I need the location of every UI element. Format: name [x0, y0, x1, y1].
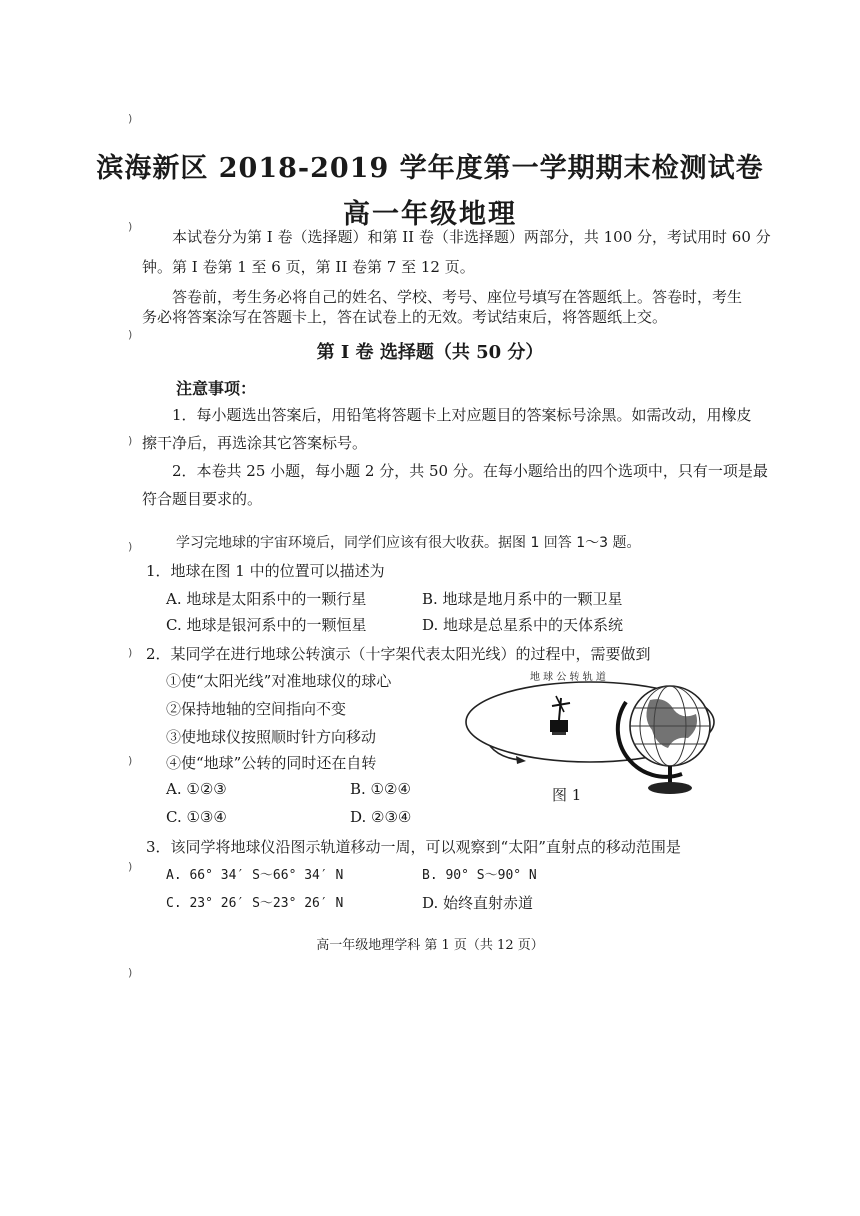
note-line: 1．每小题选出答案后，用铅笔将答题卡上对应题目的答案标号涂黑。如需改动，用橡皮 — [172, 406, 752, 424]
intro-line: 本试卷分为第 I 卷（选择题）和第 II 卷（非选择题）两部分，共 100 分，考试用时 60 分 — [172, 228, 771, 246]
binding-mark: ) — [128, 860, 133, 873]
q3-option-b: B. 90° S～90° N — [422, 868, 537, 883]
figure-1 — [460, 666, 830, 816]
q1-option-c: C. 地球是银河系中的一颗恒星 — [166, 616, 367, 634]
figure-caption: 图 1 — [552, 786, 582, 804]
note-line: 擦干净后，再选涂其它答案标号。 — [142, 434, 368, 452]
binding-mark: ) — [128, 220, 133, 233]
q1-option-b: B. 地球是地月系中的一颗卫星 — [422, 590, 623, 608]
q2-item: ①使“太阳光线”对准地球仪的球心 — [166, 672, 392, 690]
stem-intro: 学习完地球的宇宙环境后，同学们应该有很大收获。据图 1 回答 1～3 题。 — [176, 535, 641, 551]
note-line: 符合题目要求的。 — [142, 490, 263, 508]
q2-item: ②保持地轴的空间指向不变 — [166, 700, 347, 718]
binding-mark: ) — [128, 754, 133, 767]
globe-icon — [618, 686, 710, 794]
intro-line: 务必将答案涂写在答题卡上，答在试卷上的无效。考试结束后，将答题纸上交。 — [142, 308, 668, 326]
q3-option-a: A. 66° 34′ S～66° 34′ N — [166, 868, 344, 883]
q2-option-a: A. ①②③ — [166, 780, 227, 798]
notes-heading: 注意事项： — [176, 379, 257, 398]
orbit-diagram — [460, 666, 830, 816]
binding-mark: ) — [128, 966, 133, 979]
page-footer: 高一年级地理学科 第 1 页（共 12 页） — [316, 938, 544, 953]
sun-ray-cross-icon — [550, 696, 570, 735]
q2-option-d: D. ②③④ — [350, 808, 412, 826]
q2-option-b: B. ①②④ — [350, 780, 411, 798]
question-3-stem: 3．该同学将地球仪沿图示轨道移动一周，可以观察到“太阳”直射点的移动范围是 — [146, 838, 681, 856]
q3-option-c: C. 23° 26′ S～23° 26′ N — [166, 896, 344, 911]
exam-subtitle: 高一年级地理 — [343, 199, 517, 230]
q1-option-d: D. 地球是总星系中的天体系统 — [422, 616, 624, 634]
q1-option-a: A. 地球是太阳系中的一颗行星 — [166, 590, 367, 608]
intro-line: 钟。第 I 卷第 1 至 6 页，第 II 卷第 7 至 12 页。 — [142, 258, 475, 276]
question-1-stem: 1．地球在图 1 中的位置可以描述为 — [146, 562, 385, 580]
orbit-label: 地 球 公 转 轨 道 — [530, 672, 606, 683]
section-title: 第 I 卷 选择题（共 50 分） — [316, 342, 544, 363]
binding-mark: ) — [128, 112, 133, 125]
q2-option-c: C. ①③④ — [166, 808, 227, 826]
binding-mark: ) — [128, 328, 133, 341]
exam-title: 滨海新区 2018-2019 学年度第一学期期末检测试卷 — [96, 153, 764, 184]
binding-mark: ) — [128, 434, 133, 447]
question-2-stem: 2．某同学在进行地球公转演示（十字架代表太阳光线）的过程中，需要做到 — [146, 645, 651, 663]
binding-mark: ) — [128, 540, 133, 553]
intro-line: 答卷前，考生务必将自己的姓名、学校、考号、座位号填写在答题纸上。答卷时，考生 — [172, 288, 743, 306]
note-line: 2．本卷共 25 小题，每小题 2 分，共 50 分。在每小题给出的四个选项中，只有一项是最 — [172, 462, 768, 480]
q2-item: ③使地球仪按照顺时针方向移动 — [166, 728, 377, 746]
q3-option-d: D. 始终直射赤道 — [422, 894, 534, 912]
binding-mark: ) — [128, 646, 133, 659]
q2-item: ④使“地球”公转的同时还在自转 — [166, 754, 377, 772]
